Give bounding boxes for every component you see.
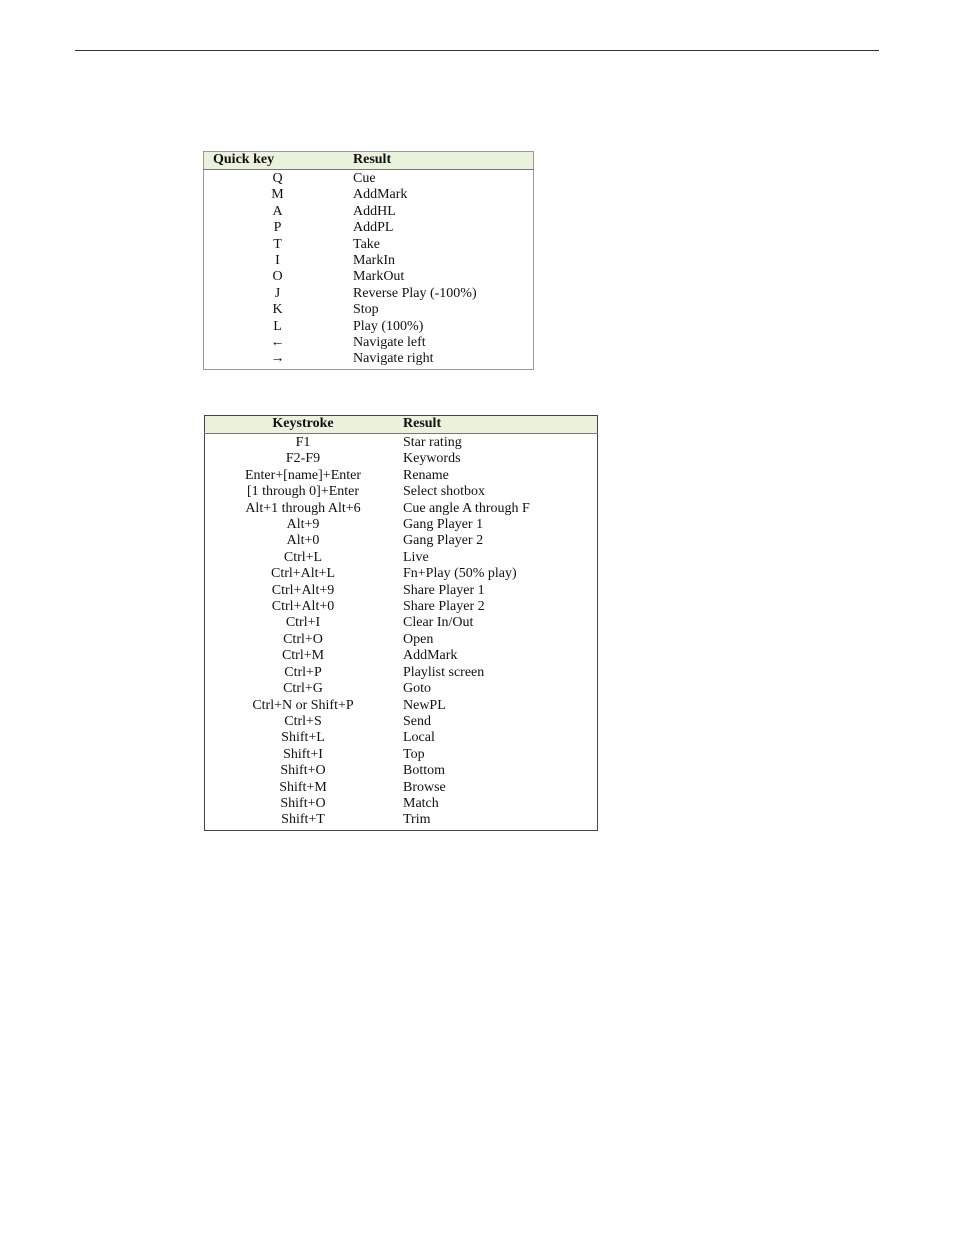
- table-row: [205, 533, 598, 549]
- column-header-keystroke: Keystroke: [205, 416, 402, 434]
- table-row: [205, 566, 598, 582]
- result-cell: Local: [403, 730, 435, 746]
- key-cell: A: [272, 203, 283, 219]
- result-cell: Open: [403, 631, 434, 647]
- table-row: [205, 665, 598, 681]
- key-cell: Alt+0: [286, 533, 320, 549]
- result-cell: Clear In/Out: [403, 615, 474, 631]
- table-row: [204, 286, 534, 302]
- table-row: [205, 583, 598, 599]
- table-row: [204, 269, 534, 285]
- key-cell: Ctrl+I: [285, 615, 321, 631]
- table-row: [204, 319, 534, 335]
- table-row: [205, 780, 598, 796]
- table-row: [205, 812, 598, 830]
- result-cell: Star rating: [403, 435, 462, 450]
- table-row: [205, 484, 598, 500]
- key-cell: Shift+O: [280, 763, 326, 779]
- table-row: [205, 632, 598, 648]
- table-row: [205, 698, 598, 714]
- result-cell: Cue angle A through F: [403, 500, 530, 516]
- key-cell: Ctrl+P: [284, 664, 322, 680]
- result-cell: Keywords: [403, 451, 461, 467]
- result-cell: Cue: [353, 171, 376, 186]
- column-header-quick-key: Quick key: [204, 152, 352, 170]
- column-header-result: Result: [351, 152, 534, 170]
- result-cell: Gang Player 1: [403, 517, 484, 533]
- table-row: [205, 599, 598, 615]
- result-cell: Trim: [403, 812, 431, 828]
- result-cell: Fn+Play (50% play): [403, 566, 517, 582]
- table-header-row: [204, 152, 534, 170]
- result-cell: NewPL: [403, 697, 446, 713]
- result-cell: Rename: [403, 467, 449, 483]
- table-row: [205, 517, 598, 533]
- key-cell: P: [273, 220, 282, 236]
- table-row: [204, 253, 534, 269]
- key-cell: I: [275, 253, 280, 269]
- key-cell: Ctrl+Alt+0: [271, 599, 335, 615]
- key-cell: ←: [270, 335, 285, 351]
- result-cell: Reverse Play (-100%): [353, 285, 477, 301]
- result-cell: Select shotbox: [403, 484, 486, 500]
- table-row: [205, 730, 598, 746]
- result-cell: Match: [403, 795, 439, 811]
- result-cell: Play (100%): [353, 318, 424, 334]
- table-row: [204, 170, 534, 188]
- key-cell: Ctrl+L: [283, 549, 323, 565]
- table-row: [204, 220, 534, 236]
- table-row: [205, 796, 598, 812]
- result-cell: Navigate left: [353, 335, 426, 351]
- result-cell: Playlist screen: [403, 664, 485, 680]
- table-row: [205, 648, 598, 664]
- key-cell: Alt+9: [286, 517, 320, 533]
- key-cell: Ctrl+Alt+9: [271, 582, 335, 598]
- header-rule: [75, 50, 879, 51]
- key-cell: T: [273, 236, 282, 252]
- key-cell: Ctrl+O: [283, 631, 323, 647]
- table-row: [205, 681, 598, 697]
- table-header-row: [205, 416, 598, 434]
- table-row: [204, 237, 534, 253]
- result-cell: Stop: [353, 302, 379, 318]
- table-row: [205, 763, 598, 779]
- key-cell: Shift+T: [281, 812, 325, 828]
- result-cell: AddMark: [353, 187, 408, 203]
- result-cell: Bottom: [403, 763, 446, 779]
- quick-key-table-body: [204, 170, 534, 370]
- key-cell: Ctrl+G: [283, 681, 323, 697]
- table-row: [204, 351, 534, 369]
- key-cell: Shift+L: [281, 730, 325, 746]
- table-row: [205, 747, 598, 763]
- result-cell: Live: [403, 549, 429, 565]
- result-cell: AddPL: [353, 220, 394, 236]
- keystroke-table-body: [205, 434, 598, 831]
- key-cell: F2-F9: [285, 451, 321, 467]
- table-row: [205, 550, 598, 566]
- result-cell: Navigate right: [353, 351, 434, 367]
- result-cell: Take: [353, 236, 381, 252]
- result-cell: AddMark: [403, 648, 458, 664]
- key-cell: J: [274, 285, 281, 301]
- table-row: [205, 501, 598, 517]
- table-row: [205, 451, 598, 467]
- key-cell: Alt+1 through Alt+6: [245, 500, 361, 516]
- key-cell: Ctrl+S: [284, 713, 322, 729]
- table-row: [205, 714, 598, 730]
- key-cell: F1: [295, 435, 311, 450]
- keystroke-table: [204, 415, 598, 831]
- result-cell: Browse: [403, 779, 446, 795]
- result-cell: MarkOut: [353, 269, 405, 285]
- key-cell: Shift+M: [279, 779, 327, 795]
- table-row: [204, 187, 534, 203]
- key-cell: Ctrl+M: [281, 648, 325, 664]
- key-cell: [1 through 0]+Enter: [246, 484, 360, 500]
- key-cell: →: [270, 351, 285, 367]
- key-cell: L: [273, 318, 282, 334]
- key-cell: M: [271, 187, 284, 203]
- table-row: [205, 434, 598, 452]
- key-cell: Ctrl+N or Shift+P: [252, 697, 354, 713]
- result-cell: AddHL: [353, 203, 396, 219]
- table-row: [204, 204, 534, 220]
- key-cell: Enter+[name]+Enter: [244, 467, 362, 483]
- result-cell: Top: [403, 746, 425, 762]
- quick-key-table: [203, 151, 534, 370]
- result-cell: Goto: [403, 681, 431, 697]
- result-cell: Share Player 2: [403, 599, 485, 615]
- table-row: [205, 468, 598, 484]
- key-cell: K: [272, 302, 283, 318]
- result-cell: Send: [403, 713, 431, 729]
- key-cell: O: [272, 269, 283, 285]
- result-cell: Gang Player 2: [403, 533, 484, 549]
- key-cell: Shift+I: [283, 746, 323, 762]
- key-cell: Shift+O: [280, 795, 326, 811]
- key-cell: Ctrl+Alt+L: [270, 566, 335, 582]
- result-cell: MarkIn: [353, 253, 395, 269]
- key-cell: Q: [272, 171, 283, 186]
- table-row: [204, 302, 534, 318]
- column-header-result: Result: [401, 416, 598, 434]
- result-cell: Share Player 1: [403, 582, 485, 598]
- table-row: [205, 615, 598, 631]
- table-row: [204, 335, 534, 351]
